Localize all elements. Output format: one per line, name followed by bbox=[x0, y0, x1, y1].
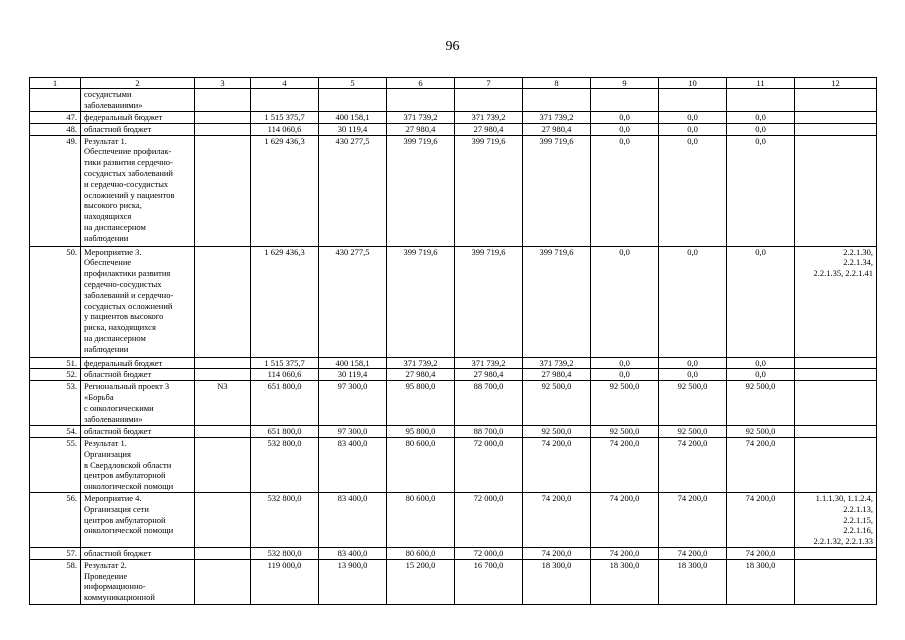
amount-cell: 74 200,0 bbox=[727, 437, 795, 492]
amount-cell bbox=[387, 89, 455, 112]
row-number-cell: 54. bbox=[30, 426, 81, 438]
amount-cell: 72 000,0 bbox=[455, 492, 523, 547]
column-header: 3 bbox=[195, 78, 251, 89]
table-row bbox=[30, 246, 877, 357]
amount-cell: 0,0 bbox=[659, 246, 727, 357]
amount-cell: 400 158,1 bbox=[319, 112, 387, 124]
amount-cell: 0,0 bbox=[727, 135, 795, 246]
code-cell bbox=[195, 112, 251, 124]
code-cell bbox=[195, 437, 251, 492]
row-name-cell: Региональный проект 3 «Борьба с онкологическими заболеваниями» bbox=[81, 381, 195, 426]
amount-cell bbox=[251, 89, 319, 112]
code-cell bbox=[195, 357, 251, 369]
amount-cell: 532 800,0 bbox=[251, 492, 319, 547]
amount-cell bbox=[319, 89, 387, 112]
amount-cell: 399 719,6 bbox=[387, 246, 455, 357]
amount-cell: 0,0 bbox=[727, 357, 795, 369]
table-row bbox=[30, 123, 877, 135]
amount-cell: 18 300,0 bbox=[591, 559, 659, 604]
amount-cell: 92 500,0 bbox=[659, 381, 727, 426]
amount-cell: 97 300,0 bbox=[319, 426, 387, 438]
table-row bbox=[30, 112, 877, 124]
amount-cell: 27 980,4 bbox=[387, 369, 455, 381]
amount-cell: 371 739,2 bbox=[455, 357, 523, 369]
amount-cell: 119 000,0 bbox=[251, 559, 319, 604]
row-number-cell: 53. bbox=[30, 381, 81, 426]
amount-cell bbox=[727, 89, 795, 112]
code-cell bbox=[195, 426, 251, 438]
amount-cell: 92 500,0 bbox=[727, 426, 795, 438]
row-number-cell: 50. bbox=[30, 246, 81, 357]
code-cell bbox=[195, 89, 251, 112]
row-number-cell bbox=[30, 89, 81, 112]
row-number-cell: 48. bbox=[30, 123, 81, 135]
table-row bbox=[30, 369, 877, 381]
amount-cell: 400 158,1 bbox=[319, 357, 387, 369]
amount-cell: 114 060,6 bbox=[251, 123, 319, 135]
amount-cell: 0,0 bbox=[591, 357, 659, 369]
amount-cell: 15 200,0 bbox=[387, 559, 455, 604]
budget-table bbox=[29, 77, 877, 605]
amount-cell bbox=[659, 89, 727, 112]
amount-cell: 92 500,0 bbox=[727, 381, 795, 426]
row-number-cell: 51. bbox=[30, 357, 81, 369]
amount-cell: 430 277,5 bbox=[319, 135, 387, 246]
row-name-cell: федеральный бюджет bbox=[81, 357, 195, 369]
amount-cell: 399 719,6 bbox=[523, 246, 591, 357]
amount-cell: 74 200,0 bbox=[523, 492, 591, 547]
amount-cell: 0,0 bbox=[659, 112, 727, 124]
amount-cell: 0,0 bbox=[591, 369, 659, 381]
amount-cell: 430 277,5 bbox=[319, 246, 387, 357]
code-cell bbox=[195, 369, 251, 381]
table-row bbox=[30, 89, 877, 112]
amount-cell: 74 200,0 bbox=[659, 492, 727, 547]
amount-cell: 1 515 375,7 bbox=[251, 357, 319, 369]
code-cell bbox=[195, 559, 251, 604]
target-indicators-cell bbox=[795, 357, 877, 369]
column-header: 4 bbox=[251, 78, 319, 89]
amount-cell: 92 500,0 bbox=[591, 381, 659, 426]
amount-cell: 27 980,4 bbox=[455, 123, 523, 135]
amount-cell: 92 500,0 bbox=[591, 426, 659, 438]
amount-cell bbox=[523, 89, 591, 112]
table-row bbox=[30, 135, 877, 246]
column-header: 6 bbox=[387, 78, 455, 89]
table-row bbox=[30, 357, 877, 369]
amount-cell: 0,0 bbox=[659, 369, 727, 381]
amount-cell: 74 200,0 bbox=[591, 492, 659, 547]
amount-cell: 95 800,0 bbox=[387, 381, 455, 426]
column-header: 8 bbox=[523, 78, 591, 89]
amount-cell: 88 700,0 bbox=[455, 381, 523, 426]
code-cell bbox=[195, 123, 251, 135]
amount-cell: 74 200,0 bbox=[523, 437, 591, 492]
table-row bbox=[30, 492, 877, 547]
amount-cell: 83 400,0 bbox=[319, 437, 387, 492]
column-header: 7 bbox=[455, 78, 523, 89]
amount-cell: 74 200,0 bbox=[659, 547, 727, 559]
amount-cell: 27 980,4 bbox=[455, 369, 523, 381]
code-cell bbox=[195, 246, 251, 357]
amount-cell: 27 980,4 bbox=[523, 369, 591, 381]
column-header: 1 bbox=[30, 78, 81, 89]
amount-cell: 80 600,0 bbox=[387, 437, 455, 492]
amount-cell: 0,0 bbox=[727, 369, 795, 381]
row-number-cell: 57. bbox=[30, 547, 81, 559]
code-cell bbox=[195, 547, 251, 559]
row-name-cell: областной бюджет bbox=[81, 547, 195, 559]
row-name-cell: Результат 1. Организация в Свердловской области центров амбулаторной онкологической помощи bbox=[81, 437, 195, 492]
target-indicators-cell bbox=[795, 381, 877, 426]
table-row bbox=[30, 559, 877, 604]
amount-cell: 399 719,6 bbox=[523, 135, 591, 246]
amount-cell: 80 600,0 bbox=[387, 492, 455, 547]
amount-cell: 72 000,0 bbox=[455, 437, 523, 492]
table-row bbox=[30, 381, 877, 426]
amount-cell: 92 500,0 bbox=[659, 426, 727, 438]
target-indicators-cell bbox=[795, 89, 877, 112]
row-name-cell: Результат 2. Проведение информационно- коммуникационной bbox=[81, 559, 195, 604]
amount-cell: 74 200,0 bbox=[659, 437, 727, 492]
table-row bbox=[30, 437, 877, 492]
amount-cell: 0,0 bbox=[659, 135, 727, 246]
amount-cell: 371 739,2 bbox=[387, 357, 455, 369]
row-number-cell: 52. bbox=[30, 369, 81, 381]
amount-cell: 371 739,2 bbox=[387, 112, 455, 124]
target-indicators-cell bbox=[795, 437, 877, 492]
code-cell: N3 bbox=[195, 381, 251, 426]
amount-cell: 0,0 bbox=[659, 123, 727, 135]
column-header: 2 bbox=[81, 78, 195, 89]
amount-cell: 532 800,0 bbox=[251, 547, 319, 559]
row-name-cell: областной бюджет bbox=[81, 123, 195, 135]
amount-cell: 74 200,0 bbox=[727, 492, 795, 547]
amount-cell: 27 980,4 bbox=[387, 123, 455, 135]
amount-cell: 18 300,0 bbox=[523, 559, 591, 604]
row-number-cell: 58. bbox=[30, 559, 81, 604]
row-number-cell: 56. bbox=[30, 492, 81, 547]
row-name-cell: федеральный бюджет bbox=[81, 112, 195, 124]
amount-cell: 371 739,2 bbox=[523, 112, 591, 124]
column-header: 5 bbox=[319, 78, 387, 89]
amount-cell: 371 739,2 bbox=[455, 112, 523, 124]
amount-cell: 399 719,6 bbox=[387, 135, 455, 246]
amount-cell: 74 200,0 bbox=[591, 437, 659, 492]
amount-cell: 0,0 bbox=[727, 123, 795, 135]
row-name-cell: Результат 1. Обеспечение профилак- тики развития сердечно- сосудистых заболеваний и сердечно-сосудистых осложнений у пациентов высокого риска, находящихся на диспансерном наблюдении bbox=[81, 135, 195, 246]
row-number-cell: 47. bbox=[30, 112, 81, 124]
amount-cell: 651 800,0 bbox=[251, 381, 319, 426]
code-cell bbox=[195, 492, 251, 547]
amount-cell: 30 119,4 bbox=[319, 369, 387, 381]
amount-cell: 74 200,0 bbox=[523, 547, 591, 559]
row-name-cell: областной бюджет bbox=[81, 369, 195, 381]
target-indicators-cell bbox=[795, 547, 877, 559]
amount-cell: 0,0 bbox=[727, 246, 795, 357]
target-indicators-cell bbox=[795, 112, 877, 124]
amount-cell: 0,0 bbox=[591, 123, 659, 135]
row-name-cell: Мероприятие 4. Организация сети центров амбулаторной онкологической помощи bbox=[81, 492, 195, 547]
amount-cell: 88 700,0 bbox=[455, 426, 523, 438]
target-indicators-cell bbox=[795, 426, 877, 438]
table-header-row bbox=[30, 78, 877, 89]
amount-cell: 1 515 375,7 bbox=[251, 112, 319, 124]
column-header: 12 bbox=[795, 78, 877, 89]
amount-cell: 18 300,0 bbox=[659, 559, 727, 604]
amount-cell: 0,0 bbox=[591, 246, 659, 357]
amount-cell: 30 119,4 bbox=[319, 123, 387, 135]
amount-cell: 92 500,0 bbox=[523, 381, 591, 426]
row-number-cell: 49. bbox=[30, 135, 81, 246]
column-header: 9 bbox=[591, 78, 659, 89]
amount-cell: 371 739,2 bbox=[523, 357, 591, 369]
amount-cell: 80 600,0 bbox=[387, 547, 455, 559]
amount-cell: 1 629 436,3 bbox=[251, 135, 319, 246]
amount-cell: 18 300,0 bbox=[727, 559, 795, 604]
amount-cell: 74 200,0 bbox=[727, 547, 795, 559]
amount-cell: 72 000,0 bbox=[455, 547, 523, 559]
amount-cell: 83 400,0 bbox=[319, 492, 387, 547]
amount-cell: 74 200,0 bbox=[591, 547, 659, 559]
target-indicators-cell: 1.1.1.30, 1.1.2.4, 2.2.1.13, 2.2.1.15, 2.2.1.16, 2.2.1.32, 2.2.1.33 bbox=[795, 492, 877, 547]
row-number-cell: 55. bbox=[30, 437, 81, 492]
amount-cell: 0,0 bbox=[591, 135, 659, 246]
amount-cell: 399 719,6 bbox=[455, 246, 523, 357]
amount-cell: 92 500,0 bbox=[523, 426, 591, 438]
code-cell bbox=[195, 135, 251, 246]
row-name-cell: Мероприятие 3. Обеспечение профилактики развития сердечно-сосудистых заболеваний и сердечно- сосудистых осложнений у пациентов высокого риска, находящихся на диспансерном наблюдении bbox=[81, 246, 195, 357]
column-header: 11 bbox=[727, 78, 795, 89]
amount-cell: 651 800,0 bbox=[251, 426, 319, 438]
amount-cell: 0,0 bbox=[727, 112, 795, 124]
page-number: 96 bbox=[445, 39, 460, 54]
amount-cell: 114 060,6 bbox=[251, 369, 319, 381]
amount-cell bbox=[455, 89, 523, 112]
amount-cell: 27 980,4 bbox=[523, 123, 591, 135]
target-indicators-cell: 2.2.1.30, 2.2.1.34, 2.2.1.35, 2.2.1.41 bbox=[795, 246, 877, 357]
amount-cell bbox=[591, 89, 659, 112]
amount-cell: 83 400,0 bbox=[319, 547, 387, 559]
amount-cell: 1 629 436,3 bbox=[251, 246, 319, 357]
amount-cell: 97 300,0 bbox=[319, 381, 387, 426]
row-name-cell: областной бюджет bbox=[81, 426, 195, 438]
target-indicators-cell bbox=[795, 135, 877, 246]
column-header: 10 bbox=[659, 78, 727, 89]
table-row bbox=[30, 547, 877, 559]
target-indicators-cell bbox=[795, 369, 877, 381]
amount-cell: 0,0 bbox=[591, 112, 659, 124]
row-name-cell: сосудистыми заболеваниями» bbox=[81, 89, 195, 112]
amount-cell: 532 800,0 bbox=[251, 437, 319, 492]
amount-cell: 95 800,0 bbox=[387, 426, 455, 438]
amount-cell: 0,0 bbox=[659, 357, 727, 369]
target-indicators-cell bbox=[795, 123, 877, 135]
table-row bbox=[30, 426, 877, 438]
amount-cell: 399 719,6 bbox=[455, 135, 523, 246]
amount-cell: 13 900,0 bbox=[319, 559, 387, 604]
target-indicators-cell bbox=[795, 559, 877, 604]
amount-cell: 16 700,0 bbox=[455, 559, 523, 604]
